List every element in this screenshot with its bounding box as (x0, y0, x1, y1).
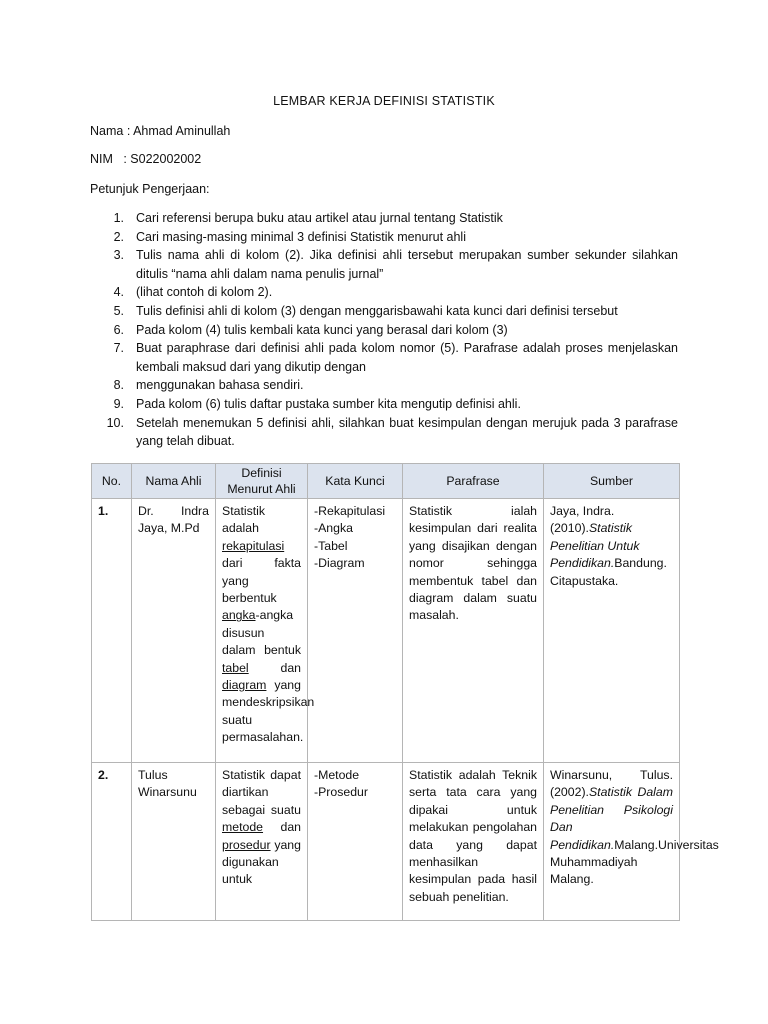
table-row (92, 763, 680, 921)
nim-label: NIM (90, 152, 113, 166)
keyword: diagram (222, 678, 267, 693)
keyword: tabel (222, 660, 249, 675)
student-nim: S022002002 (130, 152, 202, 166)
cell-parafrase: Statistik ialah kesimpulan dari realita yang disajikan dengan nomor sehingga membentuk tabel dan diagram dalam suatu masalah. (403, 499, 544, 763)
header-no: No. (92, 464, 132, 499)
document-title: LEMBAR KERJA DEFINISI STATISTIK (273, 94, 495, 108)
cell-nama-ahli: Dr. Indra Jaya, M.Pd (132, 499, 216, 763)
instruction-item: 8. menggunakan bahasa sendiri. (113, 378, 304, 393)
definitions-table (91, 463, 719, 921)
instructions-list (90, 209, 678, 451)
student-nim-line: NIM : S022002002 (90, 152, 202, 166)
instruction-item: 6. Pada kolom (4) tulis kembali kata kunci yang berasal dari kolom (3) (113, 322, 508, 337)
keyword: metode (222, 820, 264, 835)
cell-sumber: Jaya, Indra. (2010).Statistik Penelitian Untuk Pendidikan.Bandung. Citapustaka. (544, 499, 680, 763)
header-sumber: Sumber (544, 464, 680, 499)
instruction-item: 3. Tulis nama ahli di kolom (2). Jika definisi ahli tersebut merupakan sumber sekunder silahkan ditulis “nama ahli dalam nama penulis jurnal” (113, 248, 678, 281)
cell-no: 1. (92, 499, 132, 763)
keyword: angka (222, 608, 256, 623)
student-name-line: Nama : Ahmad Aminullah (90, 124, 231, 138)
instruction-item: 2. Cari masing-masing minimal 3 definisi Statistik menurut ahli (113, 229, 466, 244)
keyword: rekapitulasi (222, 538, 285, 553)
header-nama-ahli: Nama Ahli (132, 464, 216, 499)
header-definisi: Definisi Menurut Ahli (216, 464, 308, 499)
instructions-label: Petunjuk Pengerjaan: (90, 182, 210, 196)
student-name: Ahmad Aminullah (133, 124, 231, 138)
header-parafrase: Parafrase (403, 464, 544, 499)
instruction-item: 9. Pada kolom (6) tulis daftar pustaka sumber kita mengutip definisi ahli. (113, 396, 521, 411)
table-header-row (92, 464, 680, 499)
instruction-item: 10. Setelah menemukan 5 definisi ahli, silahkan buat kesimpulan dengan merujuk pada 3 parafrase yang telah dibuat. (106, 415, 678, 449)
cell-kata-kunci: -Metode -Prosedur (308, 763, 403, 921)
instruction-item: 7. Buat paraphrase dari definisi ahli pada kolom nomor (5). Parafrase adalah proses menjelaskan kembali maksud dari yang dikutip dengan (113, 341, 678, 374)
instruction-item: 1. Cari referensi berupa buku atau artikel atau jurnal tentang Statistik (113, 211, 503, 225)
cell-nama-ahli: Tulus Winarsunu (132, 763, 216, 921)
keyword: prosedur (222, 837, 271, 852)
instruction-item: 4. (lihat contoh di kolom 2). (113, 285, 273, 300)
cell-definisi: Statistik adalah rekapitulasi dari fakta yang berbentuk angka-angka disusun dalam bentuk tabel dan diagram yang mendeskripsikan suatu permasalahan. (216, 499, 308, 763)
header-kata-kunci: Kata Kunci (308, 464, 403, 499)
cell-definisi: Statistik dapat diartikan sebagai suatu metode dan prosedur yang digunakan untuk (216, 763, 308, 921)
table-row (92, 499, 680, 763)
cell-parafrase: Statistik adalah Teknik serta tata cara yang dipakai untuk melakukan pengolahan data yang dapat menhasilkan kesimpulan pada hasil sebuah penelitian. (403, 763, 544, 921)
cell-no: 2. (92, 763, 132, 921)
name-label: Nama (90, 124, 124, 138)
cell-kata-kunci: -Rekapitulasi -Angka -Tabel -Diagram (308, 499, 403, 763)
instruction-item: 5. Tulis definisi ahli di kolom (3) dengan menggarisbawahi kata kunci dari definisi tersebut (113, 303, 618, 318)
cell-sumber: Winarsunu, Tulus. (2002).Statistik Dalam Penelitian Psikologi Dan Pendidikan.Malang.Universitas Muhammadiyah Malang. (544, 763, 680, 921)
